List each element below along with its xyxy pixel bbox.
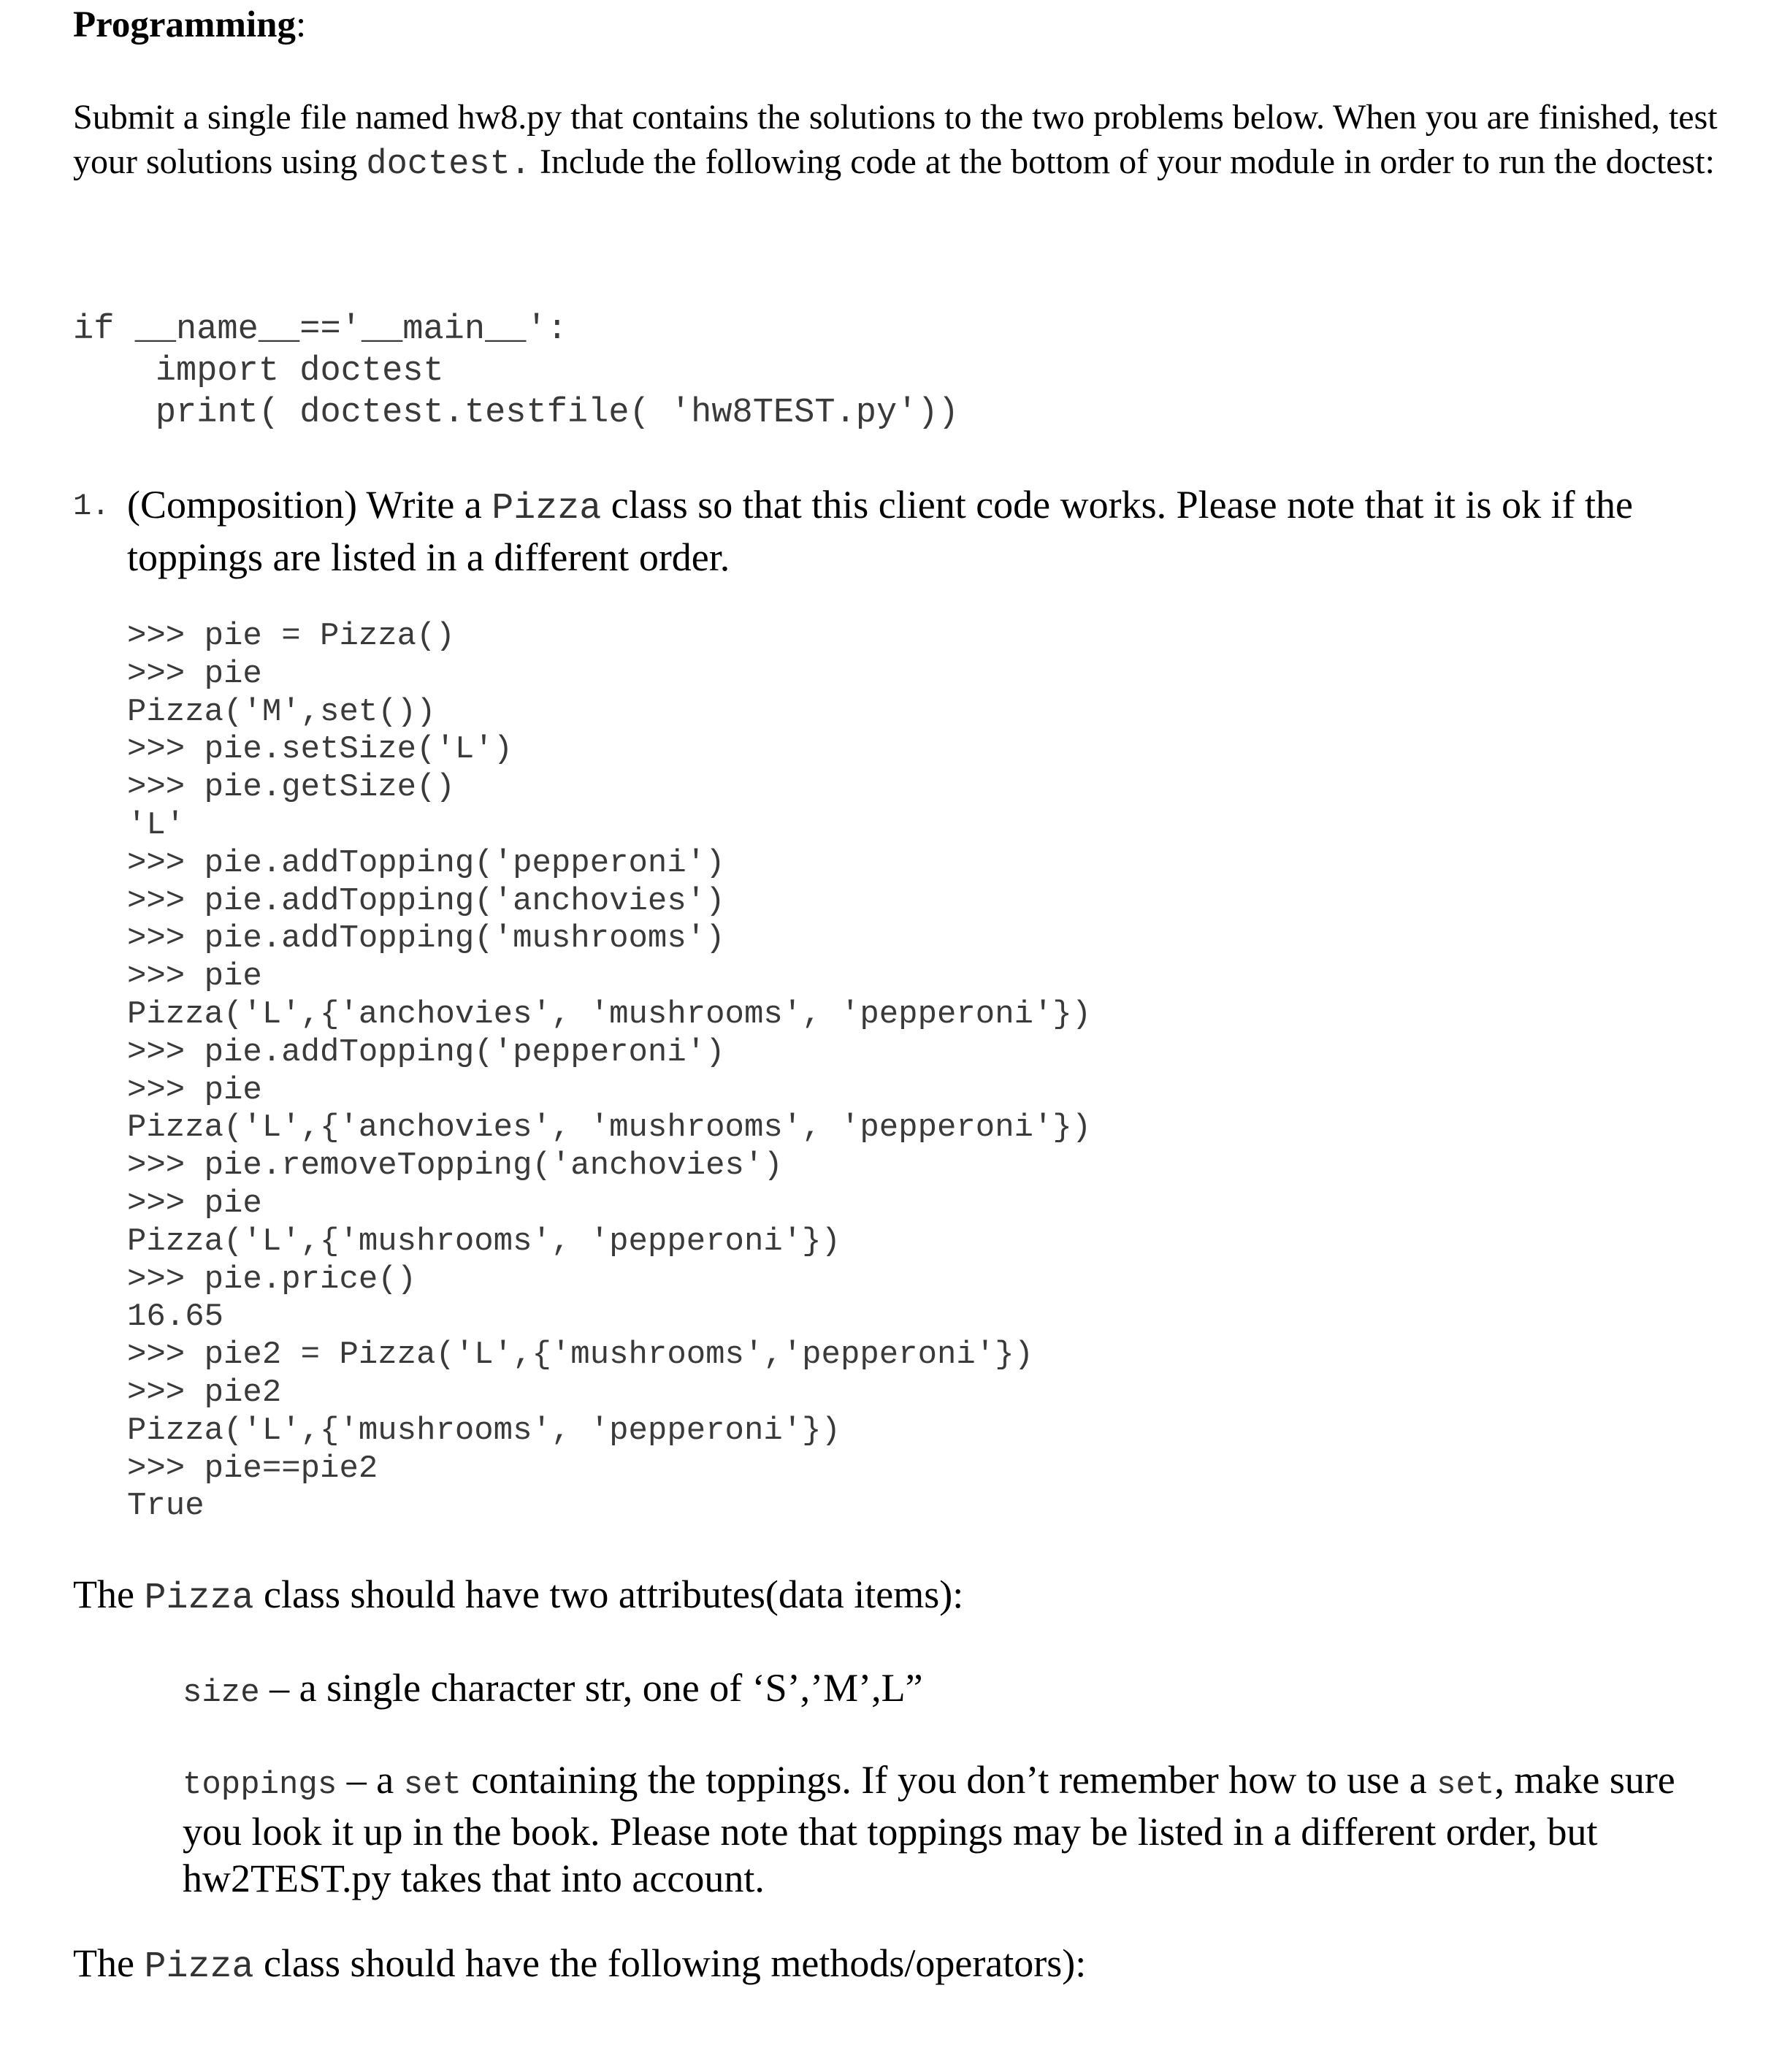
attribute-toppings-desc-2: containing the toppings. If you don’t remember how to use a xyxy=(461,1758,1437,1802)
methods-class-name: Pizza xyxy=(144,1946,254,1988)
session-line: >>> pie2 xyxy=(127,1374,282,1411)
problem-1-class-name: Pizza xyxy=(492,488,602,530)
problem-1-text-2: class so that this client code works. Please note that it is ok if the toppings are listed in a different order. xyxy=(127,483,1634,579)
session-line: >>> pie xyxy=(127,1185,262,1222)
heading-title: Programming xyxy=(73,4,297,45)
session-line: >>> pie xyxy=(127,655,262,692)
session-line: >>> pie = Pizza() xyxy=(127,618,455,654)
intro-code-doctest: doctest. xyxy=(366,145,532,184)
methods-intro xyxy=(73,1939,1086,1992)
session-line: Pizza('L',{'mushrooms', 'pepperoni'}) xyxy=(127,1223,841,1260)
session-line: Pizza('L',{'mushrooms', 'pepperoni'}) xyxy=(127,1412,841,1449)
session-line: >>> pie.removeTopping('anchovies') xyxy=(127,1147,783,1185)
attribute-toppings-desc-3: , make sure you look it up in the book. Please note that toppings may be listed in a different order, but hw2TEST.py takes that into account. xyxy=(183,1758,1675,1900)
session-line: >>> pie==pie2 xyxy=(127,1450,378,1487)
attribute-toppings-name: toppings xyxy=(183,1767,337,1803)
attribute-toppings-set-2: set xyxy=(1437,1767,1495,1803)
attributes-intro-2: class should have two attributes(data items): xyxy=(253,1572,964,1616)
session-line: >>> pie.addTopping('anchovies') xyxy=(127,882,725,920)
session-line: >>> pie.addTopping('mushrooms') xyxy=(127,920,725,957)
session-line: >>> pie2 = Pizza('L',{'mushrooms','pepperoni'}) xyxy=(127,1337,1034,1374)
attributes-intro xyxy=(73,1570,963,1623)
intro-text-2: Include the following code at the bottom of your module in order to run the doctest: xyxy=(531,142,1715,181)
attribute-size-desc: – a single character str, one of ‘S’,’M’,L” xyxy=(259,1666,923,1710)
session-line: Pizza('M',set()) xyxy=(127,693,436,730)
methods-intro-2: class should have the following methods/operators): xyxy=(253,1941,1087,1985)
session-line: >>> pie.addTopping('pepperoni') xyxy=(127,844,725,882)
session-line: >>> pie.addTopping('pepperoni') xyxy=(127,1033,725,1071)
intro-paragraph xyxy=(73,95,1738,187)
attributes-intro-1: The xyxy=(73,1572,145,1616)
attribute-size xyxy=(183,1664,923,1717)
session-line: >>> pie.price() xyxy=(127,1261,417,1298)
session-line: >>> pie xyxy=(127,1071,262,1109)
methods-intro-1: The xyxy=(73,1941,145,1985)
session-line: Pizza('L',{'anchovies', 'mushrooms', 'pepperoni'}) xyxy=(127,1109,1092,1147)
session-line: 16.65 xyxy=(127,1299,224,1336)
session-line: >>> pie.getSize() xyxy=(127,769,455,806)
section-heading xyxy=(73,1,306,48)
problem-1-text xyxy=(127,481,1738,581)
heading-colon: : xyxy=(296,4,307,45)
main-guard-code: if __name__=='__main__': import doctest print( doctest.testfile( 'hw8TEST.py')) xyxy=(73,310,959,432)
session-line: 'L' xyxy=(127,806,185,844)
session-line: Pizza('L',{'anchovies', 'mushrooms', 'pepperoni'}) xyxy=(127,995,1092,1033)
attribute-size-name: size xyxy=(183,1675,260,1711)
session-line: >>> pie xyxy=(127,958,262,995)
problem-1-text-1: (Composition) Write a xyxy=(127,483,492,527)
session-line: True xyxy=(127,1488,204,1525)
doctest-session xyxy=(127,618,1091,1526)
attribute-toppings-set-1: set xyxy=(403,1767,462,1803)
intro-text-1: Submit a single file named hw8.py that contains the solutions to the two problems below. When you are finished, test your solutions using xyxy=(73,98,1718,181)
problem-number: 1. xyxy=(73,489,110,524)
problem-1 xyxy=(73,481,1738,581)
attribute-toppings-desc-1: – a xyxy=(337,1758,404,1802)
attributes-class-name: Pizza xyxy=(144,1578,254,1619)
attribute-toppings xyxy=(183,1756,1702,1902)
session-line: >>> pie.setSize('L') xyxy=(127,731,513,768)
